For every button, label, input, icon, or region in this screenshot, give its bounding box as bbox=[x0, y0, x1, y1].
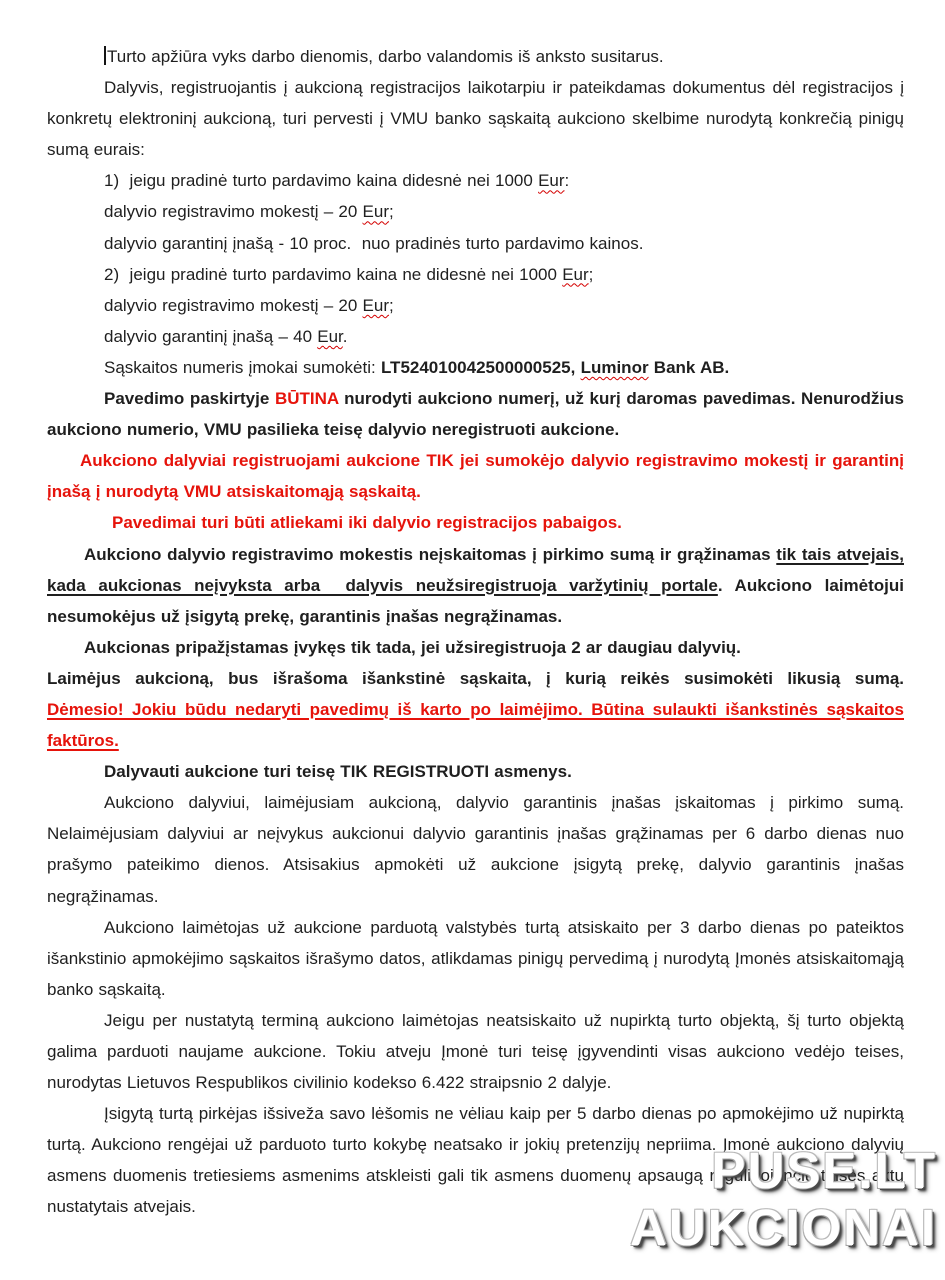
text-run: Eur bbox=[562, 264, 589, 284]
text-run: Aukciono dalyviui, laimėjusiam aukcioną, dalyvio garantinis įnašas įskaitomas į pirkimo sumą. Nelaimėjusiam dalyviui ar neįvykus aukcionui dalyvio garantinis įnašas grąžinamas per 6 darbo dienas nuo prašymo pateikimo dienos. Atsisakius apmokėti už aukcione įsigytą prekę, dalyvio garantinis įnašas negrąžinamas. bbox=[47, 793, 904, 906]
text-run: ; bbox=[389, 295, 394, 315]
paragraph bbox=[47, 663, 904, 694]
text-run: dalyvio registravimo mokestį – 20 bbox=[104, 295, 363, 315]
text-run: tik tais atvejais, kada aukcionas neįvyksta arba dalyvis neužsiregistruoja varžytinių portale bbox=[47, 544, 904, 595]
paragraph bbox=[47, 165, 904, 196]
paragraph bbox=[47, 756, 904, 787]
text-run: Dalyvis, registruojantis į aukcioną registracijos laikotarpiu ir pateikdamas dokumentus dėl registracijos į konkretų elektroninį aukcioną, turi pervesti į VMU banko sąskaitą aukciono skelbime nurodytą konkrečią pinigų sumą eurais: bbox=[47, 78, 904, 160]
paragraph bbox=[47, 321, 904, 352]
text-cursor bbox=[104, 46, 106, 65]
paragraph bbox=[47, 228, 904, 259]
paragraph bbox=[47, 1005, 904, 1098]
paragraph bbox=[47, 507, 904, 538]
text-run: ; bbox=[588, 264, 594, 284]
watermark-line-1: PUSE.LT bbox=[711, 1142, 937, 1199]
paragraph bbox=[47, 787, 904, 911]
text-run: Luminor bbox=[580, 357, 649, 377]
text-run: Aukciono laimėtojas už aukcione parduotą valstybės turtą atsiskaito per 3 darbo dienas po pateiktos išankstinio apmokėjimo sąskaitos išrašymo datos, atlikdamas pinigų pervedimą į nurodytą Įmonės atsiskaitomąją banko sąskaitą. bbox=[47, 917, 904, 999]
paragraph bbox=[47, 694, 904, 756]
text-run: Aukciono dalyvio registravimo mokestis neįskaitomas į pirkimo sumą ir grąžinamas bbox=[84, 544, 777, 564]
text-run: nurodyti aukciono numerį, už kurį daromas pavedimas. Nenurodžius aukciono numerio, VMU pasilieka teisę dalyvio neregistruoti aukcione. bbox=[47, 389, 904, 440]
text-run: Aukcionas pripažįstamas įvykęs tik tada, jei užsiregistruoja 2 ar daugiau dalyvių. bbox=[84, 637, 741, 657]
text-run: Eur bbox=[362, 295, 390, 315]
text-run: Pavedimai turi būti atliekami iki dalyvio registracijos pabaigos. bbox=[112, 513, 622, 533]
text-run: BŪTINA bbox=[274, 389, 339, 409]
text-run: . Aukciono laimėtojui nesumokėjus už įsigytą prekę, garantinis įnašas negrąžinamas. bbox=[47, 575, 904, 626]
text-run: Aukciono dalyviai registruojami aukcione TIK jei sumokėjo dalyvio registravimo mokestį ir garantinį įnašą į nurodytą VMU atsiskaitomąją sąskaitą. bbox=[47, 451, 904, 502]
text-run: Eur bbox=[362, 202, 390, 222]
text-run: Bank AB. bbox=[648, 357, 730, 377]
paragraph bbox=[47, 196, 904, 227]
text-run: Dalyvauti aukcione turi teisę TIK REGISTRUOTI asmenys. bbox=[104, 762, 572, 782]
text-run: dalyvio garantinį įnašą – 40 bbox=[104, 326, 318, 346]
text-run: Turto apžiūra vyks darbo dienomis, darbo valandomis iš anksto susitarus. bbox=[107, 47, 664, 66]
text-run: Pavedimo paskirtyje bbox=[104, 389, 275, 409]
paragraph bbox=[47, 72, 904, 165]
document-body bbox=[47, 41, 904, 1223]
puselt-watermark bbox=[630, 1142, 937, 1256]
text-run: : bbox=[564, 171, 570, 191]
text-run: Dėmesio! Jokiu būdu nedaryti pavedimų iš karto po laimėjimo. Būtina sulaukti išankstinės sąskaitos faktūros. bbox=[47, 699, 904, 751]
text-run: 2) jeigu pradinė turto pardavimo kaina ne didesnė nei 1000 bbox=[104, 264, 563, 284]
paragraph bbox=[47, 912, 904, 1005]
text-run: LT524010042500000525, bbox=[380, 357, 581, 377]
paragraph bbox=[47, 632, 904, 663]
text-run: 1) jeigu pradinė turto pardavimo kaina didesnė nei 1000 bbox=[104, 171, 539, 191]
paragraph bbox=[47, 259, 904, 290]
text-run: Sąskaitos numeris įmokai sumokėti: bbox=[104, 357, 381, 377]
paragraph bbox=[47, 352, 904, 383]
paragraph bbox=[47, 445, 904, 507]
text-run: Jeigu per nustatytą terminą aukciono laimėtojas neatsiskaito už nupirktą turto objektą, šį turto objektą galima parduoti naujame aukcione. Tokiu atveju Įmonė turi teisę įgyvendinti visas aukciono vedėjo teises, nurodytas Lietuvos Respublikos civilinio kodekso 6.422 straipsnio 2 dalyje. bbox=[47, 1010, 904, 1093]
text-run: dalyvio garantinį įnašą - 10 proc. nuo pradinės turto pardavimo kainos. bbox=[104, 233, 644, 253]
paragraph bbox=[47, 290, 904, 321]
text-run: ; bbox=[389, 202, 394, 222]
text-run: Eur bbox=[317, 326, 343, 346]
watermark-line-2: AUKCIONAI bbox=[630, 1199, 937, 1256]
text-run: Įsigytą turtą pirkėjas išsiveža savo lėšomis ne vėliau kaip per 5 darbo dienas po apmokėjimo už nupirktą turtą. Aukciono rengėjai už parduoto turto kokybę neatsako ir jokių pretenzijų nepriima. Įmonė aukciono dalyvių asmens duomenis tretiesiems asmenims atskleisti gali tik asmens duomenų apsaugą reguliuojančių teisės aktų nustatytais atvejais. bbox=[47, 1104, 904, 1217]
paragraph bbox=[47, 383, 904, 445]
text-run: Laimėjus aukcioną, bus išrašoma išankstinė sąskaita, į kurią reikės susimokėti likusią sumą. bbox=[47, 668, 904, 688]
text-run: dalyvio registravimo mokestį – 20 bbox=[104, 202, 363, 222]
text-run: Eur bbox=[538, 171, 565, 191]
text-run: . bbox=[342, 326, 348, 346]
paragraph bbox=[47, 539, 904, 632]
paragraph bbox=[47, 41, 904, 72]
